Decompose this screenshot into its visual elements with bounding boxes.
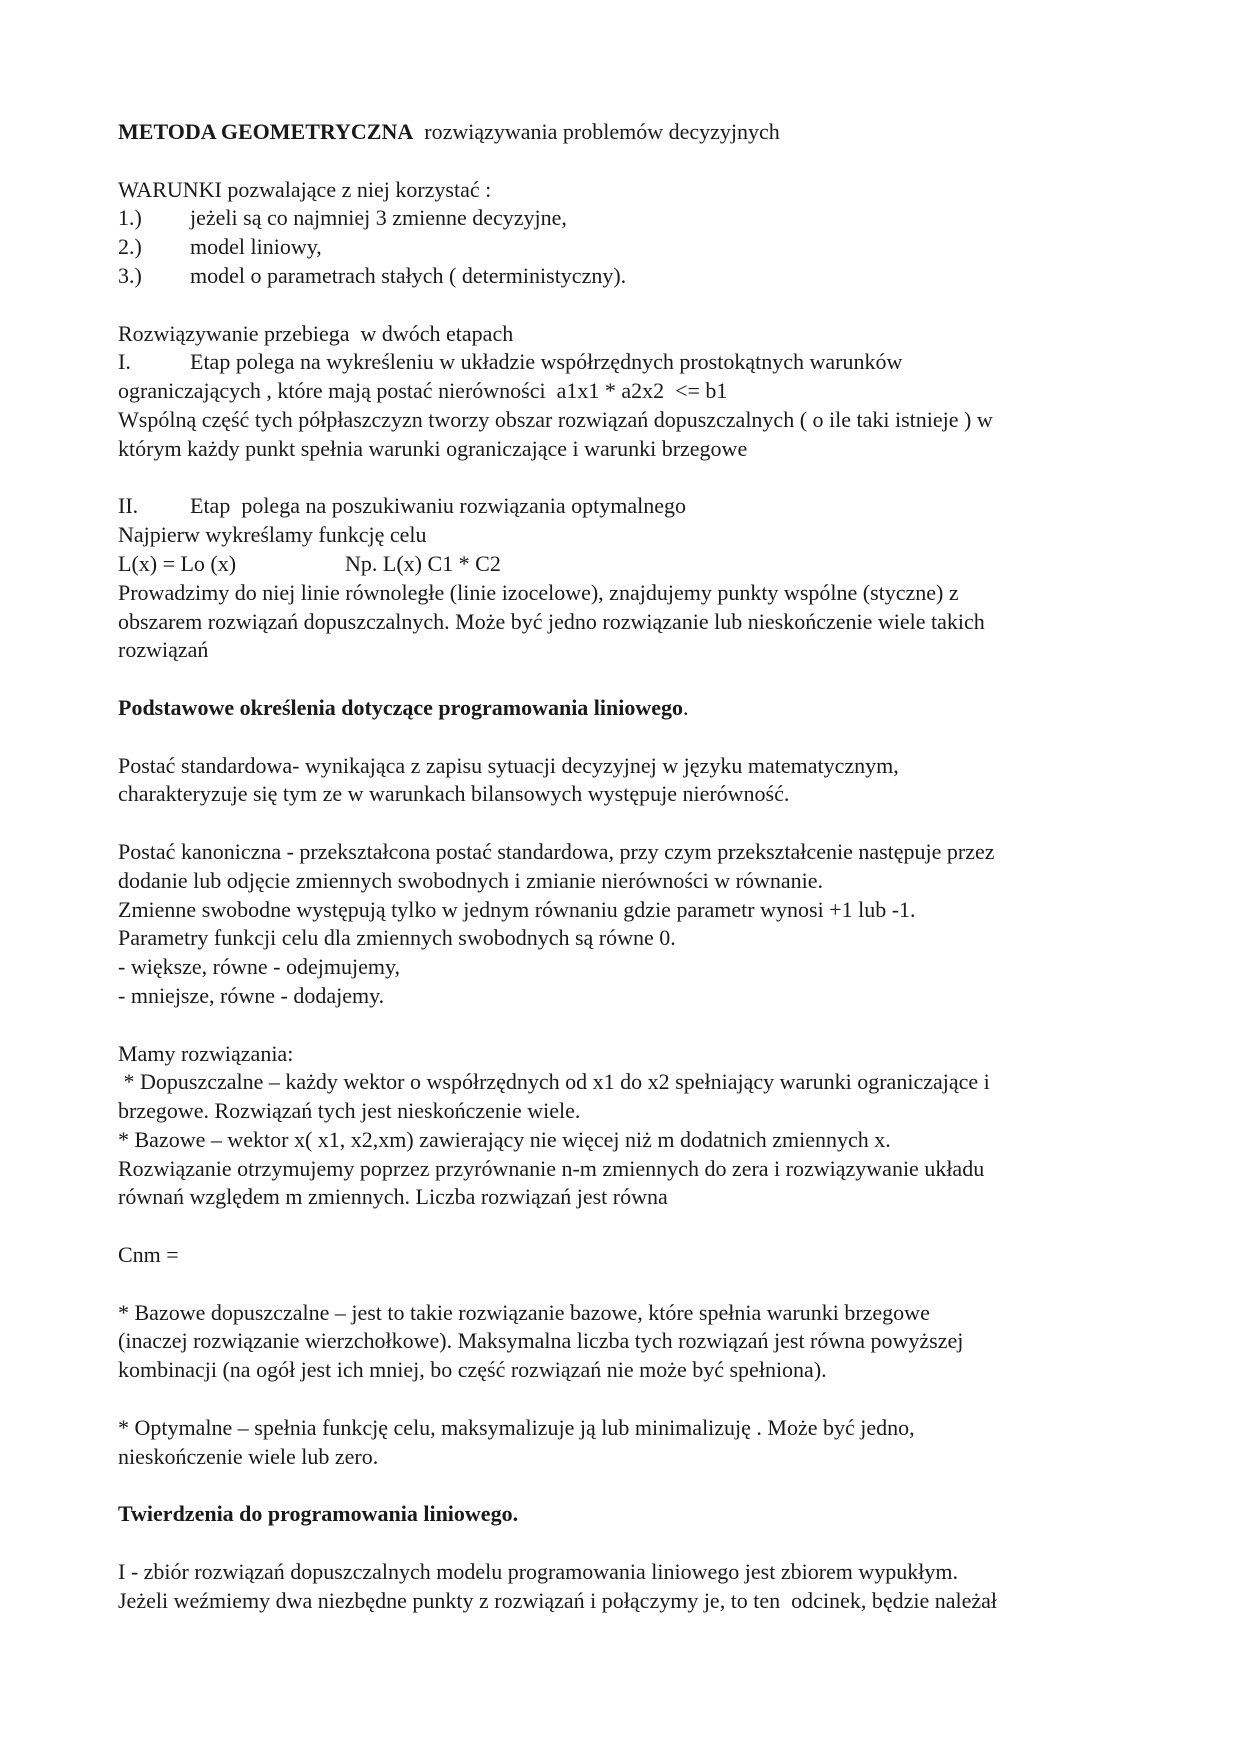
dopuszczalne-line: brzegowe. Rozwiązań tych jest nieskończenie wiele. <box>118 1098 581 1124</box>
bazowe-line: Rozwiązanie otrzymujemy poprzez przyrównanie n-m zmiennych do zera i rozwiązywanie układu <box>118 1155 985 1181</box>
list-number: 2.) <box>118 234 142 260</box>
etap1-line: Wspólną część tych półpłaszczyzn tworzy obszar rozwiązań dopuszczalnych ( o ile taki istnieje ) w <box>118 406 993 432</box>
bazowe-line: równań względem m zmiennych. Liczba rozwiązań jest równa <box>118 1184 668 1210</box>
warunki-intro: WARUNKI pozwalające z niej korzystać : <box>118 176 492 202</box>
warunek-3 <box>118 262 1128 291</box>
etap1-line <box>118 348 1128 377</box>
list-text: model o parametrach stałych ( deterministyczny). <box>190 262 627 288</box>
etap-number: II. <box>118 493 139 519</box>
formula-b: Np. L(x) C1 * C2 <box>345 550 501 576</box>
standard-line: Postać standardowa- wynikająca z zapisu sytuacji decyzyjnej w języku matematycznym, <box>118 752 899 778</box>
heading-text: Podstawowe określenia dotyczące programowania liniowego <box>118 694 684 720</box>
kanon-line: Parametry funkcji celu dla zmiennych swobodnych są równe 0. <box>118 925 676 951</box>
formula-a: L(x) = Lo (x) <box>118 550 237 576</box>
etap2-line: Prowadzimy do niej linie równoległe (linie izocelowe), znajdujemy punkty wspólne (styczne) z <box>118 579 959 605</box>
etap1-line: ograniczających , które mają postać nierówności a1x1 * a2x2 <= b1 <box>118 378 728 404</box>
title-rest: rozwiązywania problemów decyzyjnych <box>413 119 780 144</box>
warunek-2 <box>118 233 1128 262</box>
etap2-line: obszarem rozwiązań dopuszczalnych. Może być jedno rozwiązanie lub nieskończenie wiele takich <box>118 608 985 634</box>
mamy-rozwiazania: Mamy rozwiązania: <box>118 1040 294 1066</box>
bazowe-dopuszczalne-line: (inaczej rozwiązanie wierzchołkowe). Maksymalna liczba tych rozwiązań jest równa powyższej <box>118 1328 964 1354</box>
list-number: 1.) <box>118 205 142 231</box>
twierdzenie-line: Jeżeli weźmiemy dwa niezbędne punkty z rozwiązań i połączymy je, to ten odcinek, będzie należał <box>118 1587 998 1613</box>
document-title <box>118 118 1128 147</box>
cnm-formula: Cnm = <box>118 1242 179 1268</box>
etap2-formula <box>118 550 1128 579</box>
kanon-line: Zmienne swobodne występują tylko w jednym równaniu gdzie parametr wynosi +1 lub -1. <box>118 896 916 922</box>
standard-line: charakteryzuje się tym ze w warunkach bilansowych występuje nierówność. <box>118 781 790 807</box>
kanon-line: - mniejsze, równe - dodajemy. <box>118 982 385 1008</box>
dopuszczalne-line: * Dopuszczalne – każdy wektor o współrzędnych od x1 do x2 spełniający warunki ograniczające i <box>118 1069 990 1095</box>
section-heading: Twierdzenia do programowania liniowego. <box>118 1501 519 1527</box>
section-heading <box>118 694 1128 723</box>
etap2-line: rozwiązań <box>118 637 209 663</box>
list-text: model liniowy, <box>190 234 322 260</box>
bazowe-dopuszczalne-line: * Bazowe dopuszczalne – jest to takie rozwiązanie bazowe, które spełnia warunki brzegowe <box>118 1299 930 1325</box>
kanon-line: - większe, równe - odejmujemy, <box>118 954 401 980</box>
etap2-line: Najpierw wykreślamy funkcję celu <box>118 522 427 548</box>
document-page <box>118 118 1128 1615</box>
optymalne-line: nieskończenie wiele lub zero. <box>118 1443 379 1469</box>
etap2-line <box>118 492 1128 521</box>
twierdzenie-line: I - zbiór rozwiązań dopuszczalnych modelu programowania liniowego jest zbiorem wypukłym. <box>118 1558 959 1584</box>
list-number: 3.) <box>118 262 142 288</box>
kanon-line: dodanie lub odjęcie zmiennych swobodnych i zmianie nierówności w równanie. <box>118 867 824 893</box>
warunek-1 <box>118 204 1128 233</box>
etapy-intro: Rozwiązywanie przebiega w dwóch etapach <box>118 320 514 346</box>
etap-text: Etap polega na wykreśleniu w układzie współrzędnych prostokątnych warunków <box>190 349 903 375</box>
list-text: jeżeli są co najmniej 3 zmienne decyzyjne, <box>190 205 567 231</box>
etap-number: I. <box>118 349 131 375</box>
optymalne-line: * Optymalne – spełnia funkcję celu, maksymalizuje ją lub minimalizuję . Może być jedno, <box>118 1414 915 1440</box>
bazowe-line: * Bazowe – wektor x( x1, x2,xm) zawierający nie więcej niż m dodatnich zmiennych x. <box>118 1126 891 1152</box>
etap1-line: którym każdy punkt spełnia warunki ograniczające i warunki brzegowe <box>118 435 748 461</box>
title-bold: METODA GEOMETRYCZNA <box>118 119 414 144</box>
bazowe-dopuszczalne-line: kombinacji (na ogół jest ich mniej, bo część rozwiązań nie może być spełniona). <box>118 1357 827 1383</box>
heading-dot: . <box>683 694 689 720</box>
kanon-line: Postać kanoniczna - przekształcona postać standardowa, przy czym przekształcenie następuje przez <box>118 838 995 864</box>
etap-text: Etap polega na poszukiwaniu rozwiązania optymalnego <box>190 493 687 519</box>
